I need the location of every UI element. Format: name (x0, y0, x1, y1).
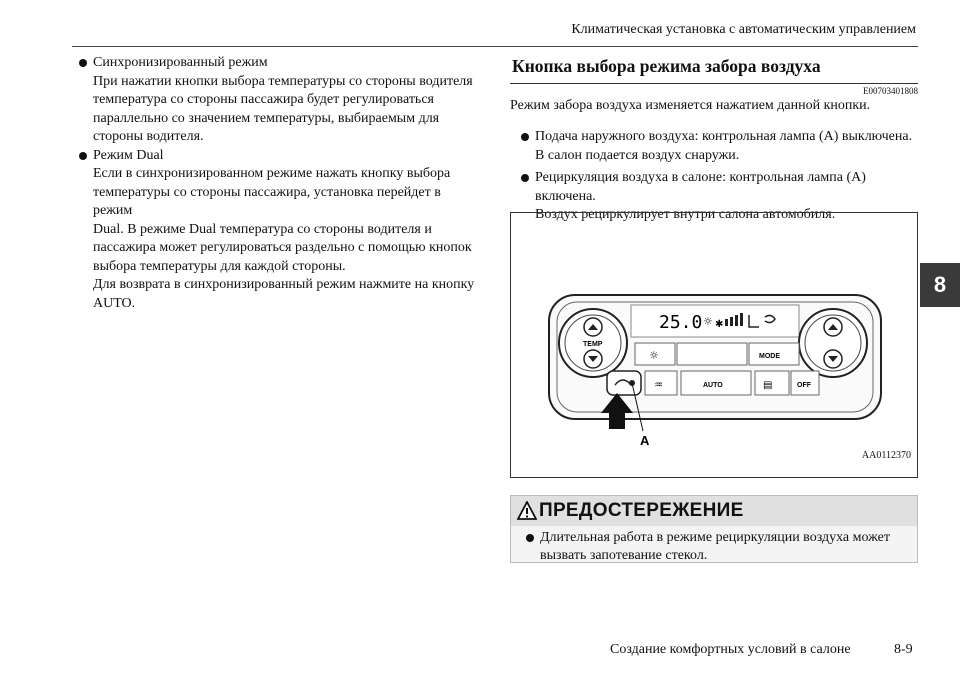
bullet-text: Если в синхронизированном режиме нажать кнопку выбора (93, 166, 451, 181)
climate-panel-figure (510, 212, 918, 478)
blank-button (677, 343, 747, 365)
warning-text (525, 529, 920, 565)
bullet-icon (526, 534, 534, 542)
bullet-text: Подача наружного воздуха: контрольная лампа (A) выключена. (535, 129, 913, 144)
fan-bar (735, 315, 738, 326)
warning-line: Длительная работа в режиме рециркуляции воздуха может (540, 530, 890, 545)
warning-line: вызвать запотевание стекол. (540, 548, 708, 563)
section-intro: Режим забора воздуха изменяется нажатием данной кнопки. (510, 98, 871, 113)
warning-box (510, 495, 918, 563)
header-rule (72, 46, 918, 47)
footer-section-title: Создание комфортных условий в салоне (610, 642, 851, 657)
bullet-text: AUTO. (93, 295, 136, 311)
fan-bar (740, 313, 743, 326)
image-code: AA0112370 (861, 450, 911, 461)
bullet-icon (79, 59, 87, 67)
bullet-heading: Синхронизированный режим (93, 55, 268, 70)
running-header: Климатическая установка с автоматическим управлением (571, 22, 916, 37)
bullet-text: стороны водителя. (93, 129, 204, 144)
bullet-text: В салон подается воздух снаружи. (535, 147, 740, 163)
warning-triangle-icon (517, 501, 537, 520)
bullet-text: выбора температуры для каждой стороны. (93, 258, 346, 274)
bullet-dual-mode (78, 147, 478, 314)
left-column (78, 54, 478, 313)
ac-icon: ☼ (649, 349, 659, 362)
section-code: E00703401808 (863, 86, 918, 96)
bullet-text: Для возврата в синхронизированный режим нажмите на кнопку (93, 277, 475, 292)
auto-label: AUTO (703, 382, 723, 389)
bullet-text: Рециркуляция воздуха в салоне: контрольная лампа (A) включена. (535, 170, 866, 204)
page-number: 8-9 (894, 642, 913, 657)
bullet-text: параллельно со значением температуры, выбираемым для (93, 110, 440, 126)
sun-icon: ☼ (703, 315, 713, 328)
fan-bar (725, 319, 728, 326)
display-temperature: 25.0 (659, 312, 703, 333)
bullet-text: Воздух рециркулирует внутри салона автомобиля. (535, 207, 836, 222)
bullet-text: температура со стороны пассажира будет регулироваться (93, 92, 434, 107)
section-title: Кнопка выбора режима забора воздуха (512, 56, 821, 76)
temp-label: TEMP (583, 341, 603, 348)
off-label: OFF (797, 382, 811, 389)
bullet-sync-mode (78, 54, 478, 147)
warning-title: ПРЕДОСТЕРЕЖЕНИЕ (539, 500, 744, 521)
bullet-text: Dual. В режиме Dual температура со стороны водителя и (93, 221, 432, 237)
air-intake-button[interactable] (607, 371, 641, 395)
rear-defrost-icon: ▤ (763, 380, 773, 391)
bullet-icon (521, 133, 529, 141)
callout-label: A (640, 433, 650, 448)
bullet-text: температуры со стороны пассажира, установка перейдет в режим (93, 184, 441, 218)
bullet-heading: Режим Dual (93, 147, 164, 163)
fan-bar (730, 317, 733, 326)
mode-label: MODE (759, 353, 780, 360)
bullet-outside-air (520, 128, 918, 165)
bullet-icon (79, 152, 87, 160)
chapter-tab[interactable]: 8 (920, 263, 960, 307)
climate-panel-illustration (511, 213, 917, 477)
bullet-text: пассажира может регулироваться раздельно с помощью кнопок (93, 240, 472, 255)
right-column (510, 54, 918, 229)
section-rule (510, 83, 918, 84)
bullet-text: При нажатии кнопки выбора температуры со стороны водителя (93, 73, 473, 89)
bullet-icon (521, 174, 529, 182)
fan-icon: ✱ (715, 319, 724, 330)
warning-header (511, 496, 917, 526)
defrost-icon: ♒ (654, 380, 663, 391)
